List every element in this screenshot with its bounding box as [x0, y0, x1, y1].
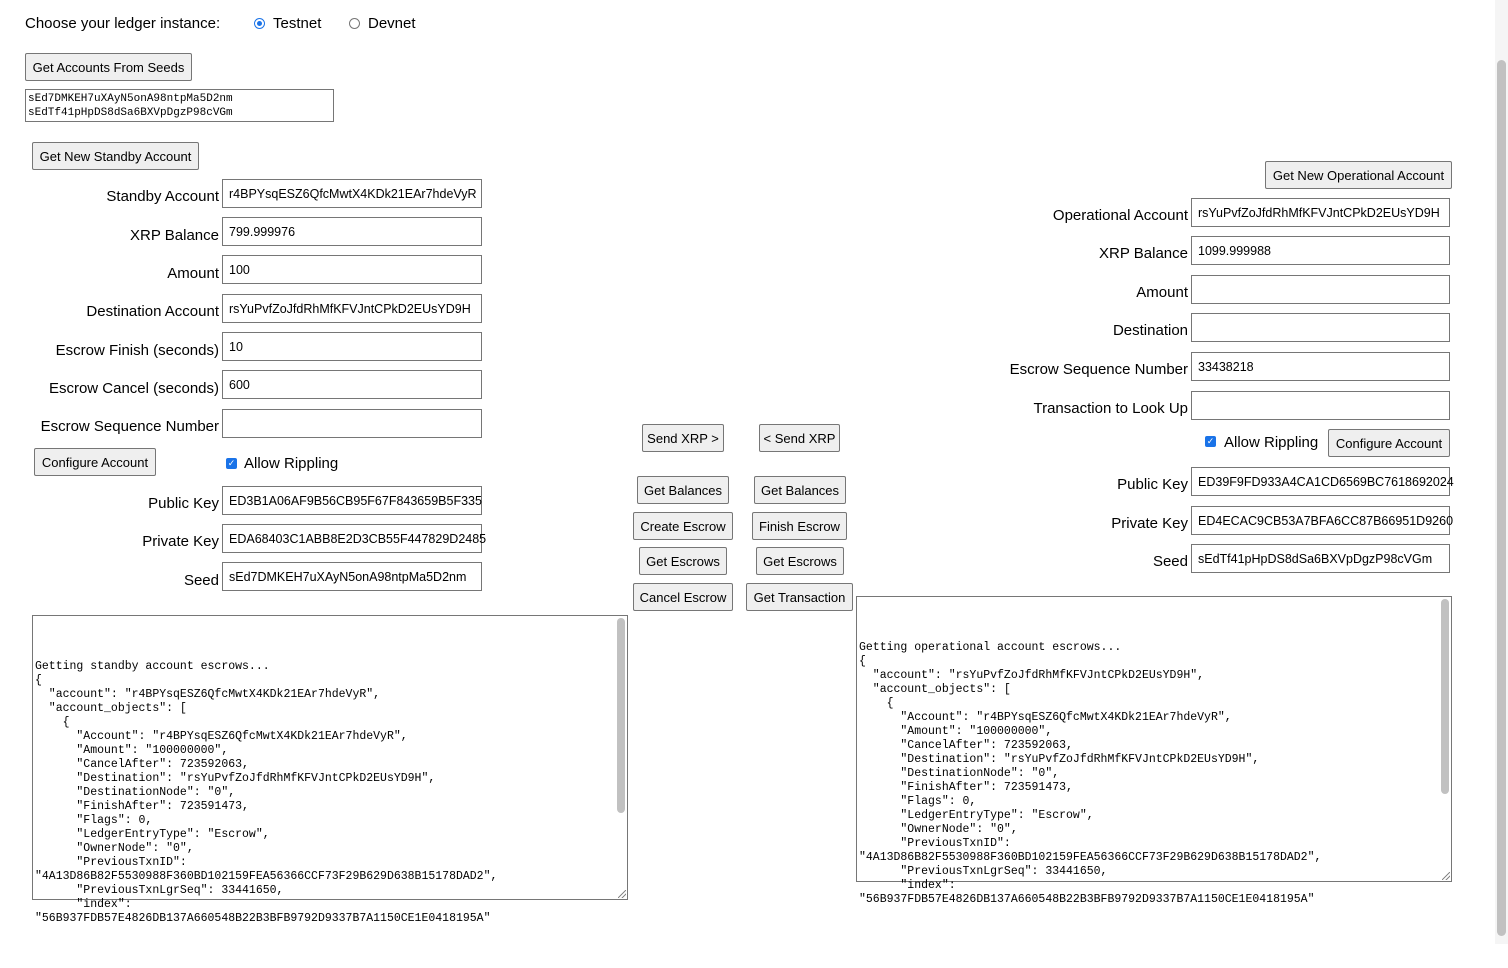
standby-account-field[interactable]: r4BPYsqESZ6QfcMwtX4KDk21EAr7hdeVyR [222, 179, 482, 208]
page-scrollbar-thumb[interactable] [1497, 60, 1506, 936]
standby-results-scrollbar[interactable] [617, 618, 625, 813]
standby-amount-field[interactable]: 100 [222, 255, 482, 284]
operational-get-balances-button[interactable]: Get Balances [754, 476, 846, 504]
operational-results-scrollbar[interactable] [1441, 599, 1449, 794]
standby-escrow-sequence-label: Escrow Sequence Number [40, 418, 219, 435]
operational-escrow-sequence-field[interactable]: 33438218 [1191, 352, 1450, 381]
operational-amount-label: Amount [1136, 284, 1188, 301]
standby-get-escrows-button[interactable]: Get Escrows [639, 547, 727, 575]
operational-allow-rippling-label: Allow Rippling [1224, 434, 1319, 451]
testnet-label: Testnet [273, 15, 322, 32]
operational-public-key-label: Public Key [1117, 476, 1188, 493]
get-transaction-button[interactable]: Get Transaction [746, 583, 853, 611]
page-scrollbar-track[interactable] [1495, 0, 1508, 944]
operational-balance-label: XRP Balance [1099, 245, 1188, 262]
standby-allow-rippling-label: Allow Rippling [244, 455, 339, 472]
escrow-finish-field[interactable]: 10 [222, 332, 482, 361]
escrow-cancel-field[interactable]: 600 [222, 370, 482, 399]
operational-results-resize-handle[interactable] [1442, 872, 1450, 880]
operational-seed-label: Seed [1152, 553, 1188, 570]
send-xrp-to-operational-button[interactable]: Send XRP > [642, 424, 724, 452]
operational-get-escrows-button[interactable]: Get Escrows [756, 547, 844, 575]
standby-public-key-label: Public Key [148, 495, 219, 512]
devnet-radio[interactable] [349, 18, 360, 29]
standby-destination-field[interactable]: rsYuPvfZoJfdRhMfKFVJntCPkD2EUsYD9H [222, 294, 482, 323]
standby-get-balances-button[interactable]: Get Balances [637, 476, 729, 504]
standby-seed-field[interactable]: sEd7DMKEH7uXAyN5onA98ntpMa5D2nm [222, 562, 482, 591]
operational-seed-field[interactable]: sEdTf41pHpDS8dSa6BXVpDgzP98cVGm [1191, 544, 1450, 573]
operational-configure-account-button[interactable]: Configure Account [1328, 429, 1450, 457]
standby-private-key-field[interactable]: EDA68403C1ABB8E2D3CB55F447829D2485 [222, 524, 482, 553]
ledger-label: Choose your ledger instance: [25, 15, 221, 32]
escrow-finish-label: Escrow Finish (seconds) [55, 342, 219, 359]
operational-public-key-field[interactable]: ED39F9FD933A4CA1CD6569BC7618692024 [1191, 467, 1450, 496]
standby-private-key-label: Private Key [142, 533, 219, 550]
devnet-label: Devnet [368, 15, 416, 32]
create-escrow-button[interactable]: Create Escrow [633, 512, 733, 540]
standby-configure-account-button[interactable]: Configure Account [34, 448, 156, 476]
operational-destination-label: Destination [1112, 322, 1188, 339]
seeds-textarea[interactable]: sEd7DMKEH7uXAyN5onA98ntpMa5D2nm sEdTf41pHpDS8dSa6BXVpDgzP98cVGm [25, 89, 334, 122]
standby-results-text: Getting standby account escrows... { "account": "r4BPYsqESZ6QfcMwtX4KDk21EAr7hdeVyR", "account_objects": [ { "Account": "r4BPYsqESZ6QfcMwtX4KDk21EAr7hdeVyR", "Amount": "100000000", "CancelAfter": 723592063, "Destination": "rsYuPvfZoJfdRhMfKFVJntCPkD2EUsYD9H", "DestinationNode": "0", "FinishAfter": 723591473, "Flags": 0, "LedgerEntryType": "Escrow", "OwnerNode": "0", "PreviousTxnID": "4A13D86B82F5530988F360BD102159FEA56366CCF73F29B629D638B15178DAD2", "PreviousTxnLgrSeq": 33441650, "index": "56B937FDB57E4826DB137A660548B22B3BFB9792D9337B7A1150CE1E0418195A" [35, 660, 498, 925]
standby-destination-label: Destination Account [86, 303, 219, 320]
transaction-lookup-field[interactable] [1191, 391, 1450, 420]
operational-results-textarea[interactable] [856, 596, 1452, 906]
operational-account-field[interactable]: rsYuPvfZoJfdRhMfKFVJntCPkD2EUsYD9H [1191, 198, 1450, 227]
standby-balance-field[interactable]: 799.999976 [222, 217, 482, 246]
operational-results-text: Getting operational account escrows... { "account": "rsYuPvfZoJfdRhMfKFVJntCPkD2EUsYD9H", "account_objects": [ { "Account": "r4BPYsqESZ6QfcMwtX4KDk21EAr7hdeVyR", "Amount": "100000000", "CancelAfter": 723592063, "Destination": "rsYuPvfZoJfdRhMfKFVJntCPkD2EUsYD9H", "DestinationNode": "0", "FinishAfter": 723591473, "Flags": 0, "LedgerEntryType": "Escrow", "OwnerNode": "0", "PreviousTxnID": "4A13D86B82F5530988F360BD102159FEA56366CCF73F29B629D638B15178DAD2", "PreviousTxnLgrSeq": 33441650, "index": "56B937FDB57E4826DB137A660548B22B3BFB9792D9337B7A1150CE1E0418195A" [859, 641, 1322, 906]
operational-private-key-label: Private Key [1111, 515, 1188, 532]
standby-allow-rippling-checkbox[interactable]: ✓ [227, 458, 236, 468]
operational-amount-field[interactable] [1191, 275, 1450, 304]
transaction-lookup-label: Transaction to Look Up [1033, 400, 1188, 417]
get-accounts-from-seeds-button[interactable]: Get Accounts From Seeds [25, 53, 192, 81]
get-new-operational-account-button[interactable]: Get New Operational Account [1265, 161, 1452, 189]
standby-escrow-sequence-field[interactable] [222, 409, 482, 438]
operational-private-key-field[interactable]: ED4ECAC9CB53A7BFA6CC87B66951D9260 [1191, 506, 1450, 535]
operational-escrow-sequence-label: Escrow Sequence Number [1009, 361, 1188, 378]
standby-public-key-field[interactable]: ED3B1A06AF9B56CB95F67F843659B5F335 [222, 486, 482, 515]
standby-results-textarea[interactable] [32, 615, 628, 925]
operational-account-label: Operational Account [1052, 207, 1188, 224]
operational-balance-field[interactable]: 1099.999988 [1191, 236, 1450, 265]
standby-balance-label: XRP Balance [130, 227, 219, 244]
cancel-escrow-button[interactable]: Cancel Escrow [633, 583, 733, 611]
testnet-radio[interactable] [254, 18, 265, 29]
operational-allow-rippling-checkbox[interactable]: ✓ [1206, 436, 1215, 446]
finish-escrow-button[interactable]: Finish Escrow [752, 512, 847, 540]
standby-account-label: Standby Account [106, 188, 219, 205]
standby-seed-label: Seed [183, 572, 219, 589]
standby-amount-label: Amount [167, 265, 219, 282]
send-xrp-to-standby-button[interactable]: < Send XRP [759, 424, 840, 452]
operational-destination-field[interactable] [1191, 313, 1450, 342]
standby-results-resize-handle[interactable] [618, 890, 626, 898]
escrow-cancel-label: Escrow Cancel (seconds) [48, 380, 219, 397]
get-new-standby-account-button[interactable]: Get New Standby Account [32, 142, 199, 170]
